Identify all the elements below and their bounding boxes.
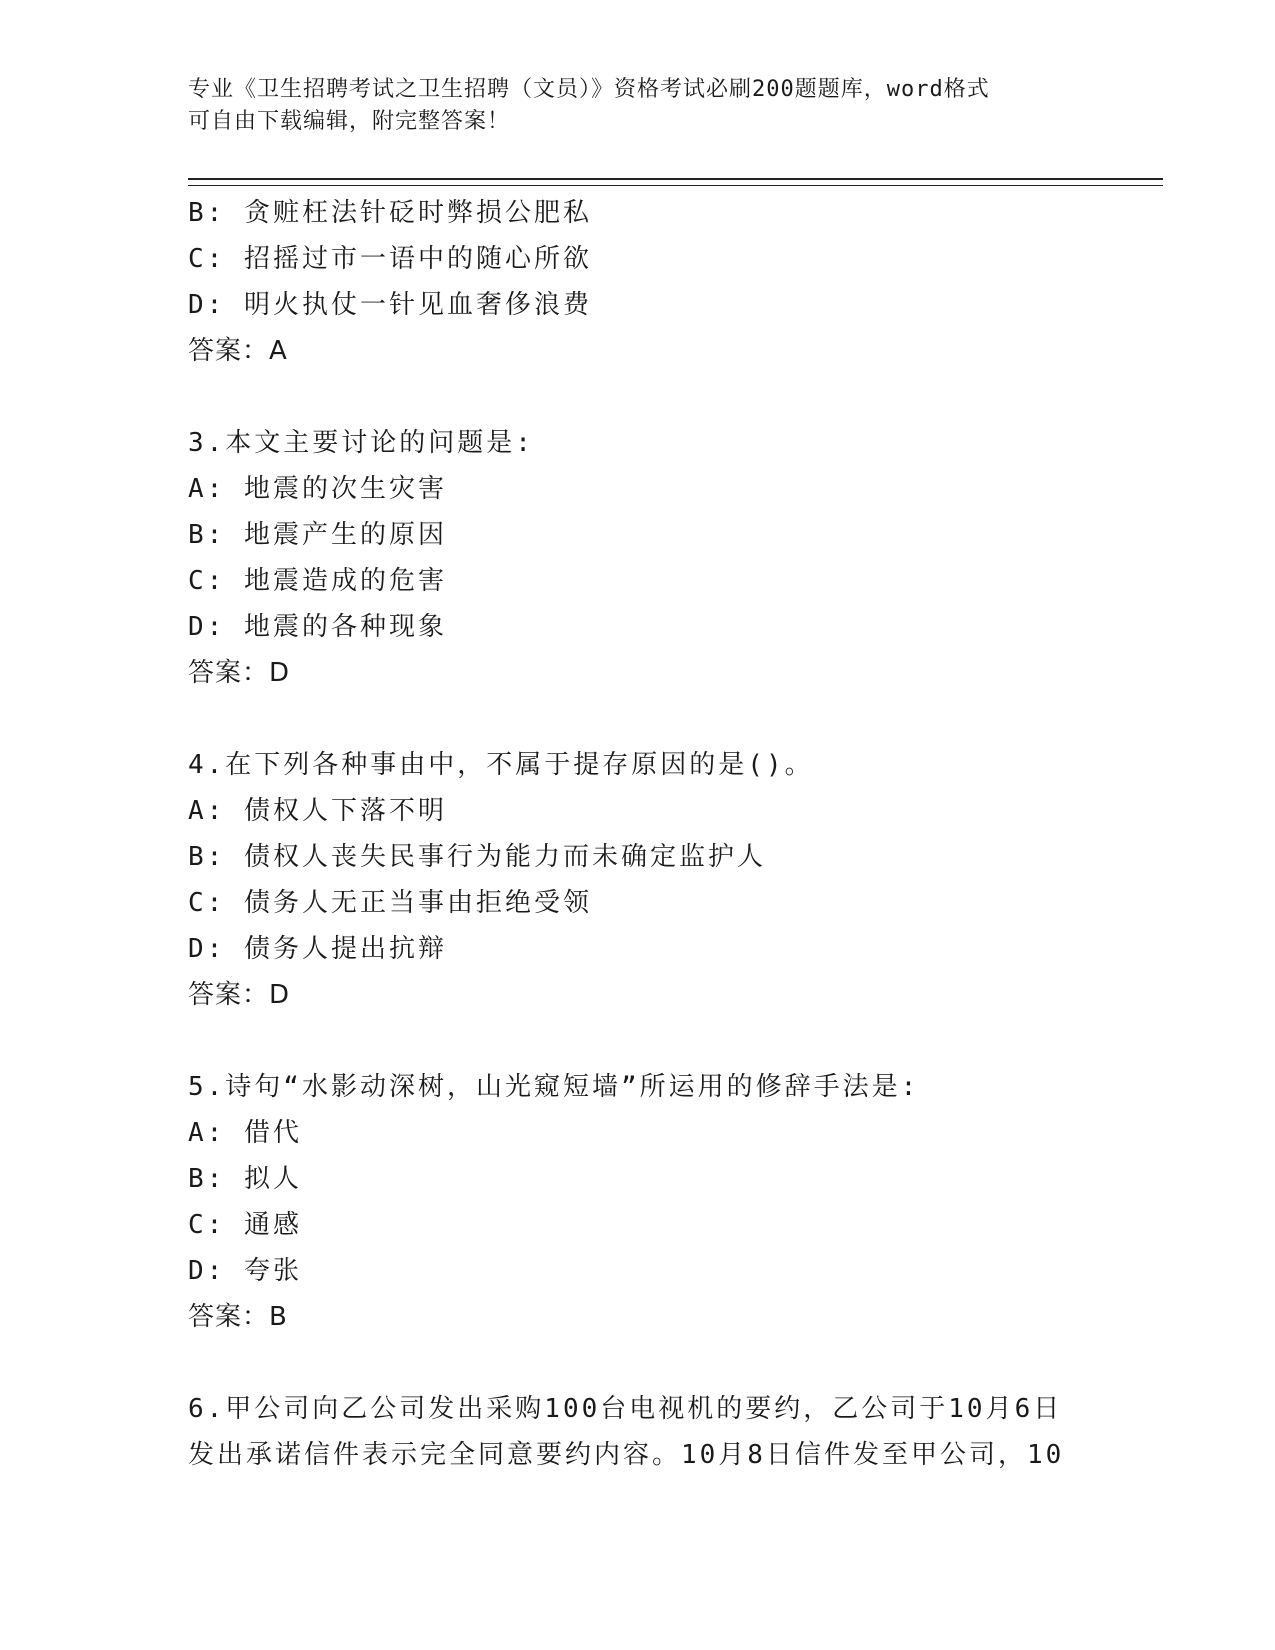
question-6	[188, 1386, 1163, 1478]
answer: 答案：D	[188, 658, 291, 688]
answer: 答案：D	[188, 980, 291, 1010]
option-c: C: 债务人无正当事由拒绝受领	[188, 888, 592, 918]
spacer	[188, 1340, 1163, 1386]
option-d: D: 债务人提出抗辩	[188, 934, 447, 964]
option-b: B: 拟人	[188, 1164, 302, 1194]
option-d: D: 夸张	[188, 1256, 302, 1286]
document-header	[188, 74, 1088, 138]
option-c: C: 通感	[188, 1210, 302, 1240]
question-stem: 5.诗句“水影动深树，山光窥短墙”所运用的修辞手法是:	[188, 1072, 920, 1102]
header-divider	[188, 178, 1163, 186]
spacer	[188, 696, 1163, 742]
option-c: C: 地震造成的危害	[188, 566, 447, 596]
question-stem: 4.在下列各种事由中，不属于提存原因的是()。	[188, 750, 814, 780]
question-stem: 6.甲公司向乙公司发出采购100台电视机的要约，乙公司于10月6日发出承诺信件表示完全同意要约内容。10月8日信件发至甲公司，10	[188, 1394, 1065, 1470]
option-a: A: 地震的次生灾害	[188, 474, 447, 504]
question-2-tail	[188, 190, 1163, 374]
question-list	[188, 190, 1163, 1478]
header-line-1: 专业《卫生招聘考试之卫生招聘（文员）》资格考试必刷200题题库，word格式	[188, 77, 990, 102]
spacer	[188, 374, 1163, 420]
question-4	[188, 742, 1163, 1018]
answer: 答案：B	[188, 1302, 288, 1332]
question-stem: 3.本文主要讨论的问题是:	[188, 428, 534, 458]
header-line-2: 可自由下载编辑，附完整答案！	[188, 109, 511, 134]
option-d: D: 地震的各种现象	[188, 612, 447, 642]
option-a: A: 借代	[188, 1118, 302, 1148]
option-b: B: 贪赃枉法针砭时弊损公肥私	[188, 198, 592, 228]
spacer	[188, 1018, 1163, 1064]
option-b: B: 债权人丧失民事行为能力而未确定监护人	[188, 842, 766, 872]
option-d: D: 明火执仗一针见血奢侈浪费	[188, 290, 592, 320]
option-b: B: 地震产生的原因	[188, 520, 447, 550]
option-a: A: 债权人下落不明	[188, 796, 447, 826]
question-5	[188, 1064, 1163, 1340]
answer: 答案：A	[188, 336, 288, 366]
option-c: C: 招摇过市一语中的随心所欲	[188, 244, 592, 274]
question-3	[188, 420, 1163, 696]
